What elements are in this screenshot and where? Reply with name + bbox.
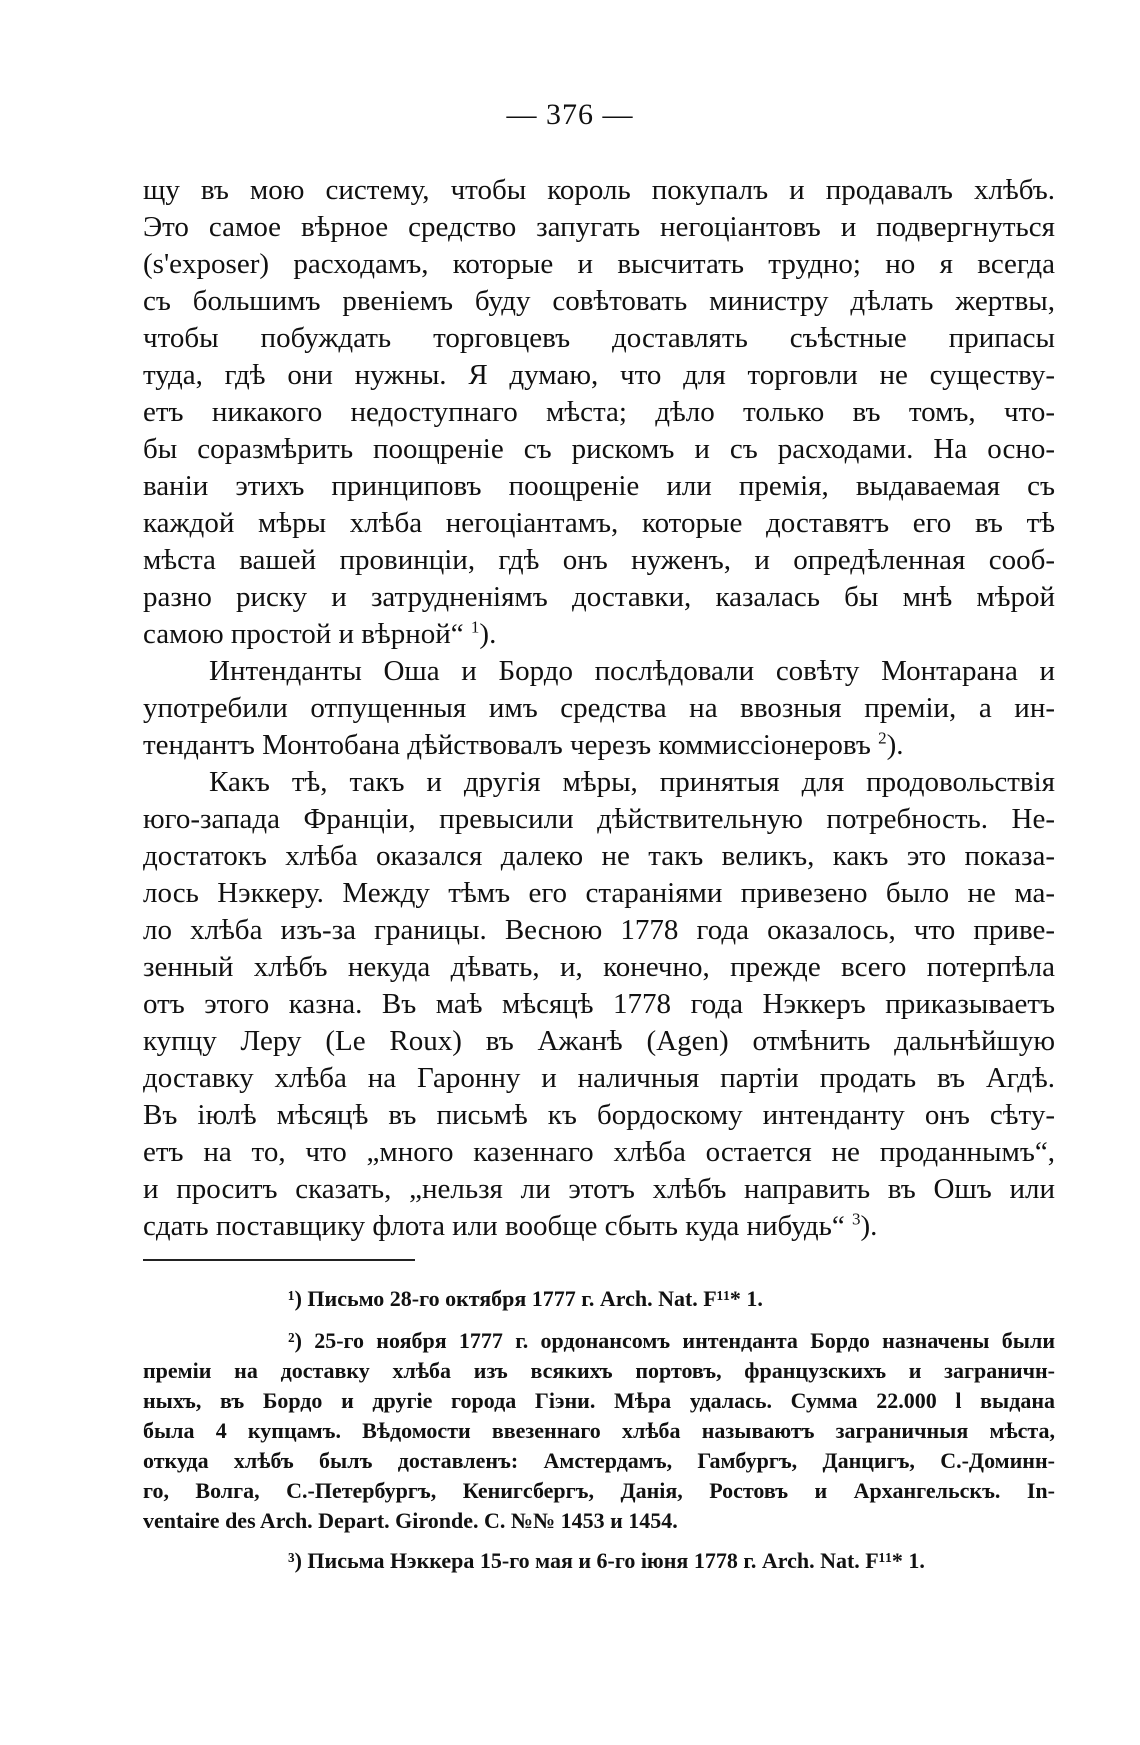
footnote-2-line: откуда хлѣбъ былъ доставленъ: Амстердамъ, Гамбургъ, Данцигъ, С.-Доминн- (143, 1448, 1055, 1473)
footnote-3: ³) Письма Нэккера 15-го мая и 6-го іюня 1778 г. Arch. Nat. F¹¹* 1. (288, 1548, 925, 1573)
text-line: каждой мѣры хлѣба негоціантамъ, которые доставятъ его въ тѣ (143, 507, 1055, 539)
text-line-content: сдать поставщику флота или вообще сбыть куда нибудь“ (143, 1210, 852, 1242)
text-line: юго-запада Франціи, превысили дѣйствительную потребность. Не- (143, 803, 1055, 835)
text-line: употребили отпущенныя имъ средства на ввозныя преміи, а ин- (143, 692, 1055, 724)
text-line: етъ никакого недоступнаго мѣста; дѣло только въ томъ, что- (143, 396, 1055, 428)
footnote-gap (143, 1536, 1055, 1546)
text-line: Въ іюлѣ мѣсяцѣ въ письмѣ къ бордоскому интенданту онъ сѣту- (143, 1099, 1055, 1131)
text-line: етъ на то, что „много казеннаго хлѣба остается не проданнымъ“, (143, 1136, 1055, 1168)
text-line: туда, гдѣ они нужны. Я думаю, что для торговли не существу- (143, 359, 1055, 391)
text-line: достатокъ хлѣба оказался далеко не такъ великъ, какъ это показа- (143, 840, 1055, 872)
paragraph-start-line: Интенданты Оша и Бордо послѣдовали совѣту Монтарана и (209, 655, 1055, 687)
text-line: отъ этого казна. Въ маѣ мѣсяцѣ 1778 года Нэккеръ приказываетъ (143, 988, 1055, 1020)
text-line: доставку хлѣба на Гаронну и наличныя партіи продать въ Агдѣ. (143, 1062, 1055, 1094)
text-line-content: самою простой и вѣрной“ (143, 618, 471, 650)
footnotes (143, 1284, 1055, 1576)
text-line: ло хлѣба изъ-за границы. Весною 1778 года оказалось, что приве- (143, 914, 1055, 946)
page-number: — 376 — (506, 98, 634, 131)
text-line: ваніи этихъ принциповъ поощреніе или премія, выдаваемая съ (143, 470, 1055, 502)
text-line: щу въ мою систему, чтобы король покупалъ и продавалъ хлѣбъ. (143, 174, 1055, 206)
footnote-2-line: преміи на доставку хлѣба изъ всякихъ портовъ, французскихъ и заграничн- (143, 1358, 1055, 1383)
footnote-2-line: ²) 25-го ноября 1777 г. ордонансомъ интенданта Бордо назначены были (288, 1328, 1055, 1353)
text-line: съ большимъ рвеніемъ буду совѣтовать министру дѣлать жертвы, (143, 285, 1055, 317)
body-text (143, 172, 1055, 1245)
text-line: лось Нэккеру. Между тѣмъ его стараніями привезено было не ма- (143, 877, 1055, 909)
text-line: Это самое вѣрное средство запугать негоціантовъ и подвергнуться (143, 211, 1055, 243)
footnote-ref-3: 3 (851, 1209, 861, 1229)
footnote-ref-close: ). (886, 729, 904, 761)
footnote-ref-close: ). (860, 1210, 878, 1242)
text-line: (s'exposer) расходамъ, которые и высчитать трудно; но я всегда (143, 248, 1055, 280)
footnote-ref-1: 1 (470, 617, 480, 637)
footnote-2-line: ныхъ, въ Бордо и другіе города Гіэни. Мѣра удалась. Сумма 22.000 l выдана (143, 1388, 1055, 1413)
footnote-divider (143, 1259, 415, 1261)
text-line: разно риску и затрудненіямъ доставки, казалась бы мнѣ мѣрой (143, 581, 1055, 613)
text-line (143, 1208, 1055, 1245)
footnote-gap (143, 1314, 1055, 1326)
footnote-2-line: была 4 купцамъ. Вѣдомости ввезеннаго хлѣба называютъ заграничныя мѣста, (143, 1418, 1055, 1443)
footnote-1: ¹) Письмо 28-го октября 1777 г. Arch. Nat. F¹¹* 1. (288, 1286, 763, 1311)
text-line: бы соразмѣрить поощреніе съ рискомъ и съ расходами. На осно- (143, 433, 1055, 465)
footnote-2-line: го, Волга, С.-Петербургъ, Кенигсбергъ, Данія, Ростовъ и Архангельскъ. In- (143, 1478, 1055, 1503)
footnote-ref-close: ). (479, 618, 497, 650)
paragraph-start-line: Какъ тѣ, такъ и другія мѣры, принятыя для продовольствія (209, 766, 1055, 798)
text-line (143, 727, 1055, 764)
footnote-ref-2: 2 (878, 728, 887, 748)
text-line (143, 616, 1055, 653)
text-line: и проситъ сказать, „нельзя ли этотъ хлѣбъ направить въ Ошъ или (143, 1173, 1055, 1205)
footnote-2-line: ventaire des Arch. Depart. Gironde. C. №№ 1453 и 1454. (143, 1508, 678, 1533)
text-line-content: тендантъ Монтобана дѣйствовалъ черезъ коммиссіонеровъ (143, 729, 879, 761)
text-line: чтобы побуждать торговцевъ доставлять съѣстные припасы (143, 322, 1055, 354)
text-line: мѣста вашей провинціи, гдѣ онъ нуженъ, и опредѣленная сооб- (143, 544, 1055, 576)
text-line: купцу Леру (Le Roux) въ Ажанѣ (Agen) отмѣнить дальнѣйшую (143, 1025, 1055, 1057)
text-line: зенный хлѣбъ некуда дѣвать, и, конечно, прежде всего потерпѣла (143, 951, 1055, 983)
